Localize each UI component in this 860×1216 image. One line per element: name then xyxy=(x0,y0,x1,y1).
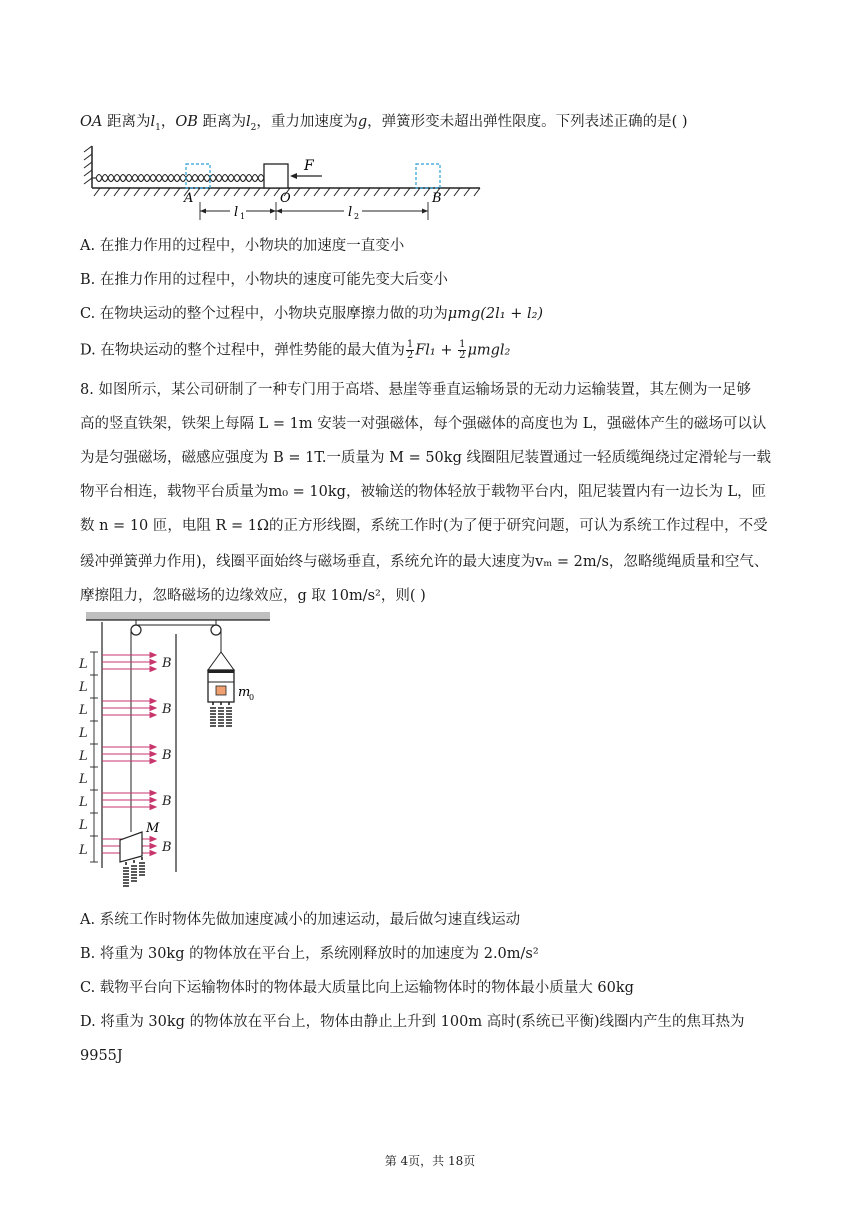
svg-text:1: 1 xyxy=(240,212,246,221)
label-L: L xyxy=(79,795,88,810)
label-m0: m xyxy=(238,685,251,700)
var-OA: OA xyxy=(80,114,103,130)
q8-option-d-cont: 9955J xyxy=(80,1048,123,1064)
q8-option-a: A. 系统工作时物体先做加速度减小的加速运动，最后做匀速直线运动 xyxy=(80,912,521,928)
svg-text:2: 2 xyxy=(354,212,360,221)
label-l1: l xyxy=(234,205,239,220)
label-L: L xyxy=(79,843,88,858)
label-L: L xyxy=(79,657,88,672)
q8-stem-line: 缓冲弹簧弹力作用)，线圈平面始终与磁场垂直，系统允许的最大速度为vₘ = 2m/s，忽略缆绳质量和空气、 xyxy=(80,554,769,570)
label-B: B xyxy=(162,794,172,809)
label-B: B xyxy=(162,702,172,717)
cargo xyxy=(216,686,226,695)
label-L: L xyxy=(79,680,88,695)
q8-stem-line: 摩擦阻力，忽略磁场的边缘效应，g 取 10m/s²，则( ) xyxy=(80,588,426,604)
q7-option-c: C. 在物块运动的整个过程中，小物块克服摩擦力做的功为μmg(2l₁ + l₂) xyxy=(80,306,544,322)
q8-stem-line: 为是匀强磁场，磁感应强度为 B = 1T.一质量为 M = 50kg 线圈阻尼装置通过一轻质缆绳绕过定滑轮与一载 xyxy=(80,450,771,466)
svg-text:0: 0 xyxy=(249,693,255,702)
q8-stem-line: 数 n = 10 匝，电阻 R = 1Ω的正方形线圈，系统工作时(为了便于研究问题，可认为系统工作过程中，不受 xyxy=(80,518,768,534)
box-at-B xyxy=(416,164,440,188)
label-B: B xyxy=(432,191,442,206)
label-B: B xyxy=(162,748,172,763)
q8-stem-line: 物平台相连，载物平台质量为m₀ = 10kg，被输送的物体轻放于载物平台内，阻尼装置内有一边长为 L，匝 xyxy=(80,484,767,500)
label-l2: l xyxy=(348,205,353,220)
page-footer: 第 4页，共 18页 xyxy=(384,1154,476,1168)
label-F: F xyxy=(304,158,314,174)
block xyxy=(264,164,288,188)
label-B: B xyxy=(162,656,172,671)
q8-option-b: B. 将重为 30kg 的物体放在平台上，系统刚释放时的加速度为 2.0m/s² xyxy=(80,946,539,962)
q7-spring-figure xyxy=(80,140,485,230)
q8-option-d: D. 将重为 30kg 的物体放在平台上，物体由静止上升到 100m 高时(系统已平衡)线圈内产生的焦耳热为 xyxy=(80,1014,745,1030)
label-L: L xyxy=(79,726,88,741)
spring xyxy=(92,175,264,182)
q7-option-b: B. 在推力作用的过程中，小物块的速度可能先变大后变小 xyxy=(80,272,448,288)
q7-stem: OA 距离为$l_1$，OB 距离为$l_2$，重力加速度为g，弹簧形变未超出弹性限度。下列表述正确的是( ) xyxy=(80,114,688,133)
q7-option-a: A. 在推力作用的过程中，小物块的加速度一直变小 xyxy=(80,238,405,254)
label-L: L xyxy=(79,749,88,764)
q8-magnetic-transport-figure xyxy=(76,610,276,902)
q7-option-d: D. 在物块运动的整个过程中，弹性势能的最大值为 $\frac{1}{2}$ Fl₁ + $\frac{1}{2}$ μmgl₂ xyxy=(80,339,511,361)
label-L: L xyxy=(79,772,88,787)
box-at-A xyxy=(186,164,210,188)
label-B: B xyxy=(162,840,172,855)
damping-device xyxy=(120,832,142,862)
label-A: A xyxy=(184,191,194,206)
q8-option-c: C. 载物平台向下运输物体时的物体最大质量比向上运输物体时的物体最小质量大 60kg xyxy=(80,980,634,996)
label-L: L xyxy=(79,818,88,833)
label-L: L xyxy=(79,703,88,718)
q8-stem-line: 8. 如图所示，某公司研制了一种专门用于高塔、悬崖等垂直运输场景的无动力运输装置，其左侧为一足够 xyxy=(80,382,751,398)
label-O: O xyxy=(280,191,291,206)
label-M: M xyxy=(146,821,160,836)
q8-stem-line: 高的竖直铁架，铁架上每隔 L = 1m 安装一对强磁体，每个强磁体的高度也为 L，强磁体产生的磁场可以认 xyxy=(80,416,767,432)
